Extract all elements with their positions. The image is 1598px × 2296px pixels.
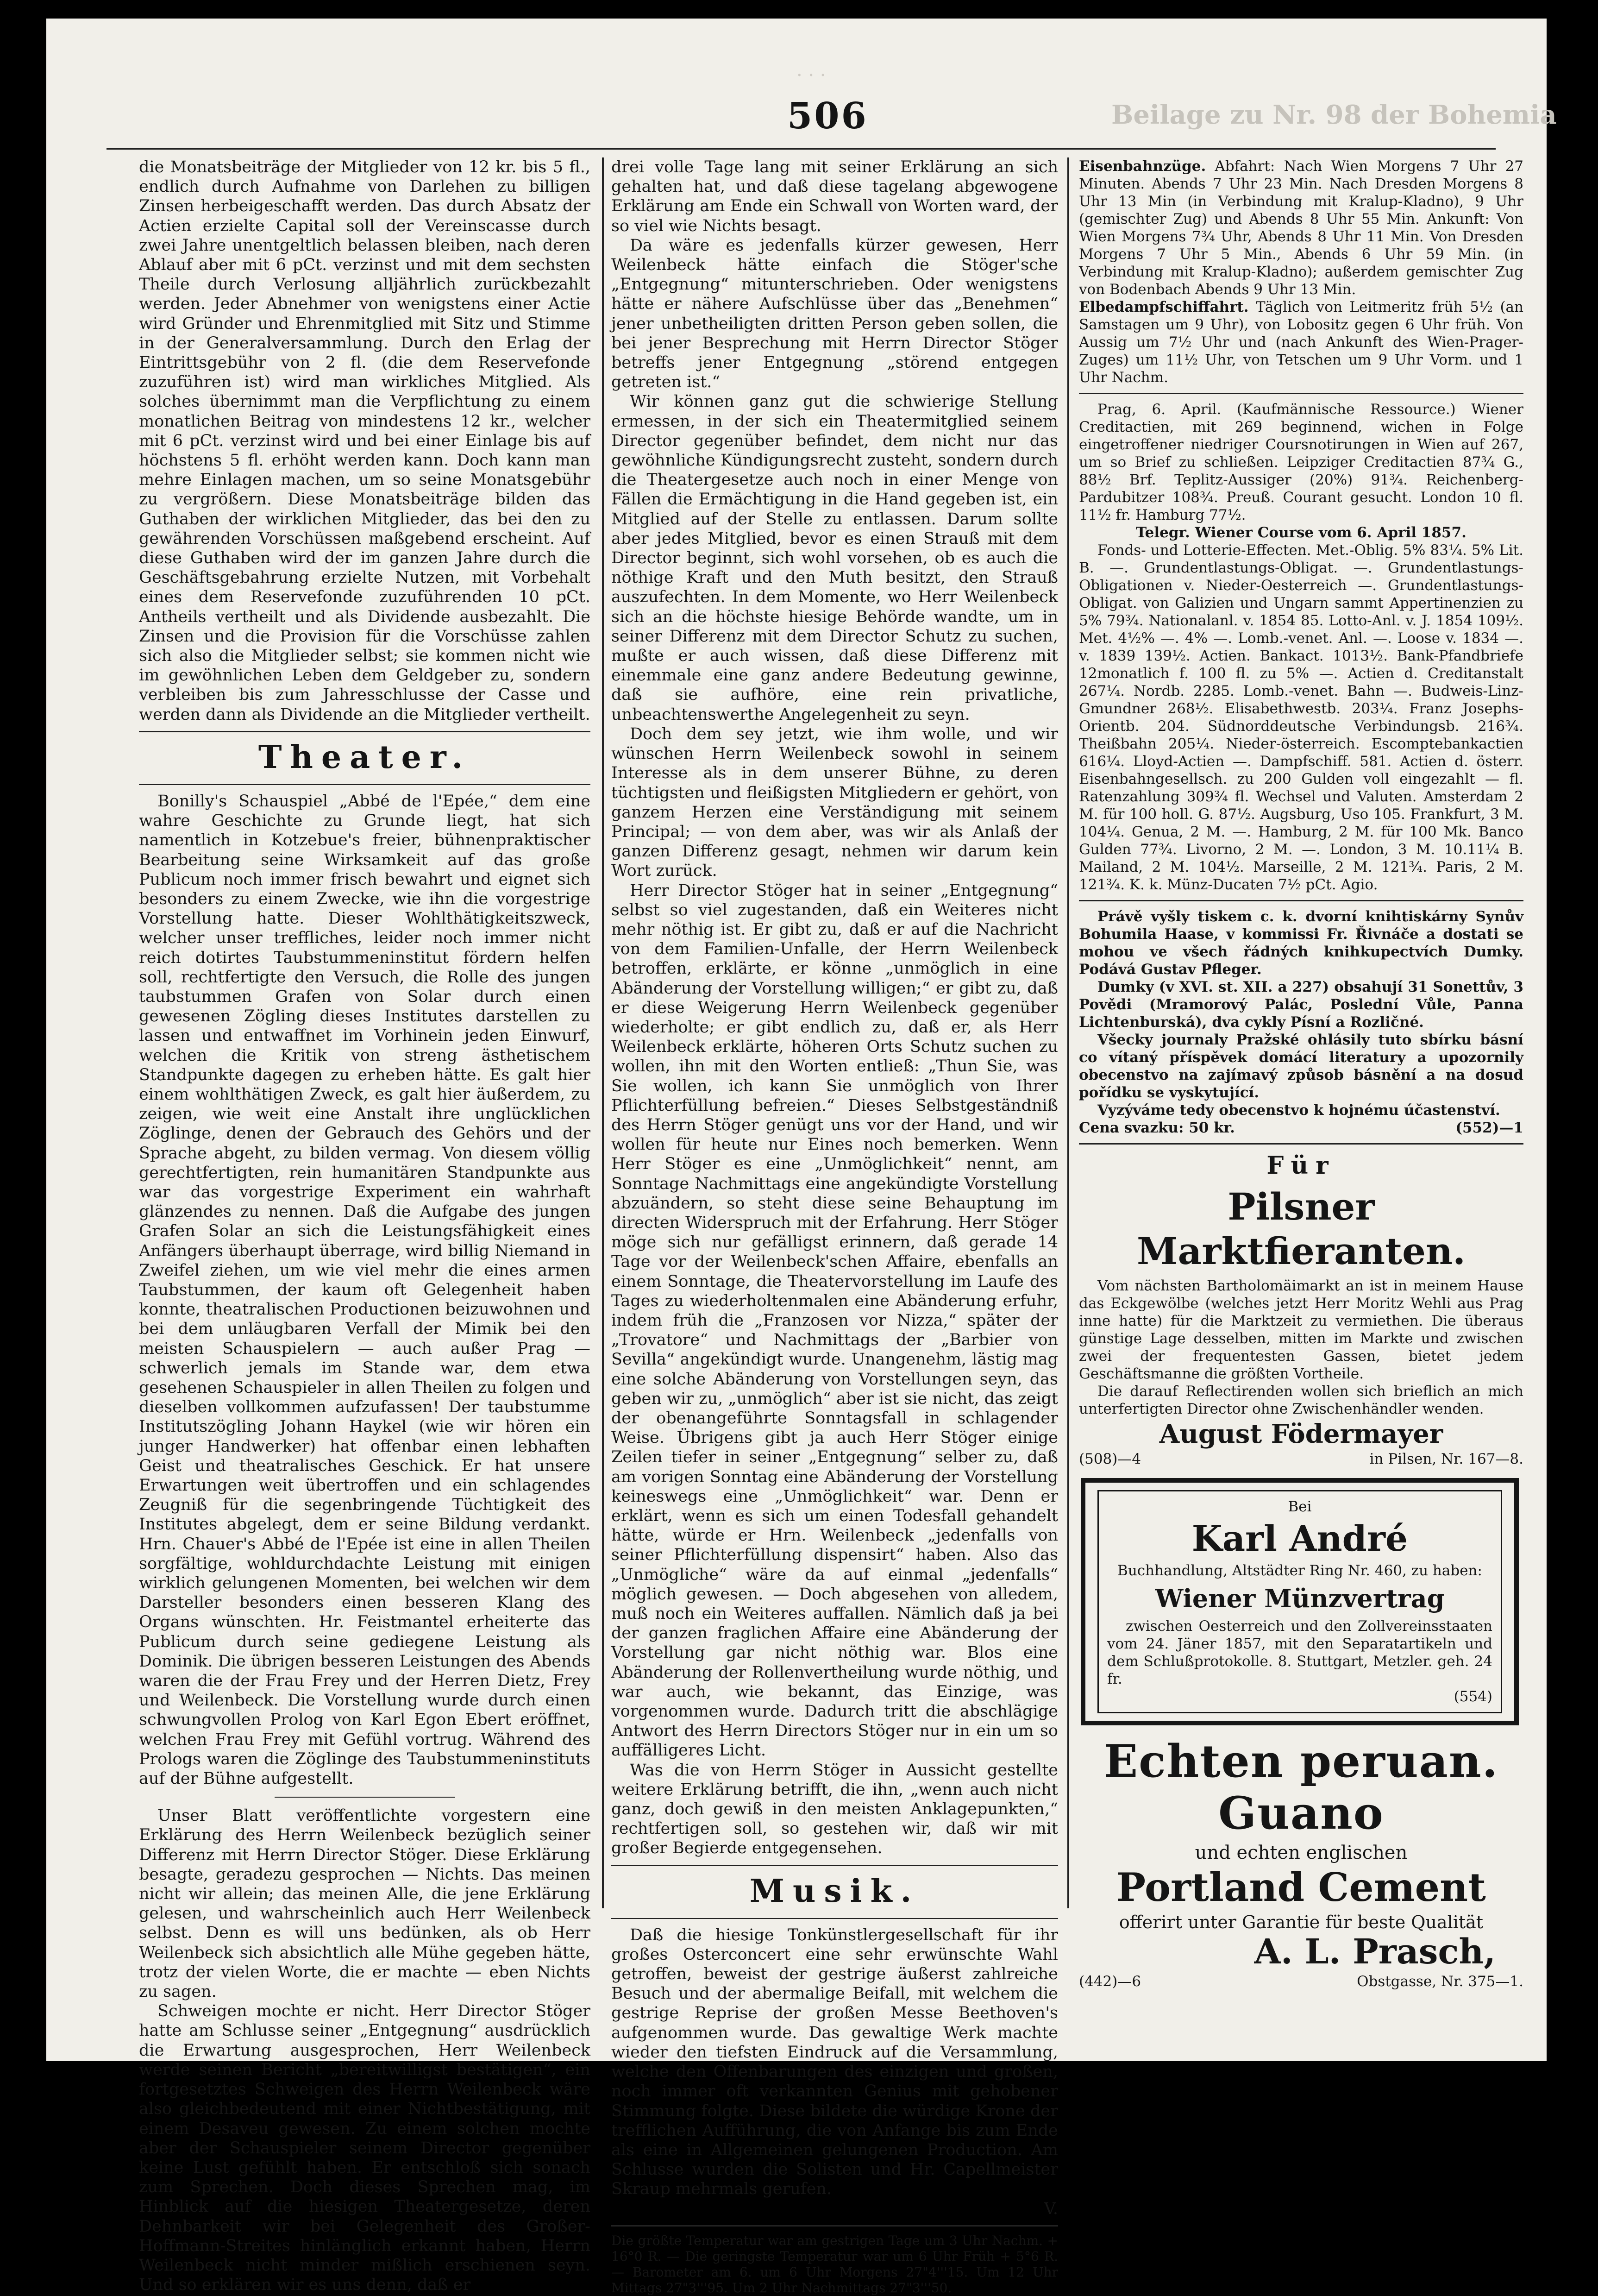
weather-report: Die größte Temperatur war am gestrigen Tage um 3 Uhr Nachm. + 16°0 R. — Die geringste Temperatur war um 6 Uhr Früh + 5°6 R. — Barometer am 6. um 6 Uhr Morgens 27"4'''15. Um 12 Uhr Mittags 27"3'''95. Um 2 Uhr Nachmittags 27"3'''50. xyxy=(611,2233,1058,2296)
vienna-course-list: Fonds- und Lotterie-Effecten. Met.-Oblig. 5% 83¼. 5% Lit. B. —. Grundentlastungs-Obligat. —. Grundentlastungs-Obligationen v. Nieder-Oesterreich —. Grundentlastungs-Obligat. von Galizien und Ungarn sammt Appertinenzien zu 5% 79¾. Nationalanl. v. 1854 85. Lotto-Anl. v. J. 1854 109½. Met. 4½% —. 4% —. Lomb.-venet. Anl. —. Loose v. 1834 —. v. 1839 139½. Actien. Bankact. 1013½. Bank-Pfandbriefe 12monatlich f. 100 fl. zu 5% —. Actien d. Creditanstalt 267¼. Nordb. 2285. Lomb.-venet. Bahn —. Budweis-Linz-Gmundner 268½. Elisabethwestb. 203¼. Franz Josephs-Orientb. 204. Südnorddeutsche Verbindungsb. 216¾. Theißbahn 205¼. Nieder-österreich. Escomptebankactien 616¼. Lloyd-Actien —. Dampfschiff. 581. Actien d. österr. Eisenbahngesellsch. zu 200 Gulden voll eingezahlt — fl. Ratenzahlung 309¾ fl. Wechsel und Valuten. Amsterdam 2 M. für 100 holl. G. 87½. Augsburg, Uso 105. Frankfurt, 3 M. 104¼. Genua, 2 M. —. Hamburg, 2 M. für 100 Mk. Banco Gulden 77¾. Livorno, 2 M. —. London, 3 M. 10.11¼ B. Mailand, 2 M. 104½. Marseille, 2 M. 121¾. Paris, 2 M. 121¾. K. k. Münz-Ducaten 7½ pCt. Agio. xyxy=(1079,542,1523,893)
short-rule xyxy=(275,1797,455,1798)
article-weilenbeck-7: Herr Director Stöger hat in seiner „Entgegnung“ selbst so viel zugestanden, daß ein Weiteres nicht mehr nöthig ist. Er gibt zu, daß er auf die Nachricht von dem Familien-Unfalle, der Herrn Weilenbeck betroffen, erklärte, er könne „unmöglich in eine Abänderung der Vorstellung willigen;“ er gibt zu, daß er diese Weigerung Herrn Weilenbeck gegenüber wiederholte; er gibt endlich zu, daß er, als Herr Weilenbeck erklärte, höheren Orts Schutz suchen zu wollen, ihn mit den Worten entließ: „Thun Sie, was Sie wollen, ich kann Sie unmöglich von Ihrer Pflichterfüllung befreien.“ Dieses Selbstgeständniß des Herrn Stöger genügt uns vor der Hand, und wir wollen für heute nur Eines noch bemerken. Wenn Herr Stöger es eine „Unmöglichkeit“ nennt, am Sonntage Nachmittags eine angekündigte Vorstellung abzuändern, so steht diese seine Behauptung im directen Widerspruch mit der Erfahrung. Herr Stöger möge sich nur gefälligst erinnern, daß gerade 14 Tage vor der Weilenbeck'schen Affaire, ebenfalls an einem Sonntage, die Theatervorstellung im Laufe des Tages zu wiederholtenmalen eine Abänderung erfuhr, indem früh die „Franzosen vor Nizza,“ später der „Trovatore“ und Nachmittags der „Barbier von Sevilla“ angekündigt wurde. Unangenehm, lästig mag eine solche Abänderung von Vorstellungen seyn, das geben wir zu, „unmöglich“ aber ist sie nicht, das zeigt der obenangeführte Sonntagsfall in schlagender Weise. Übrigens gibt ja auch Herr Stöger einige Zeilen tiefer in seiner „Entgegnung“ selber zu, daß am vorigen Sonntag eine Abänderung der Vorstellung keineswegs eine „Unmöglichkeit“ war. Denn er erklärt, wenn es sich um einen Todesfall gehandelt hätte, würde er Hrn. Weilenbeck „jedenfalls von seiner Pflichterfüllung dispensirt“ haben. Also das „Unmögliche“ wäre da auf einmal „jedenfalls“ möglich gewesen. — Doch abgesehen von alledem, muß noch ein Weiteres auffallen. Nämlich daß ja bei der ganzen fraglichen Affaire eine Abänderung der Vorstellung gar nicht nöthig war. Blos eine Abänderung der Rollenvertheilung wurde nöthig, und war auch, wie bekannt, das Einzige, was vorgenommen wurde. Dadurch tritt die abschlägige Antwort des Herrn Directors Stöger nur in ein um so auffälligeres Licht. xyxy=(611,881,1058,1760)
article-weilenbeck-4: Da wäre es jedenfalls kürzer gewesen, Herr Weilenbeck hätte einfach die Stöger'sche „Entgegnung“ mitunterschrieben. Oder wenigstens hätte er nähere Aufschlüsse über das „Benehmen“ jener unbetheiligten dritten Person geben sollen, die bei jener Besprechung mit Herrn Director Stöger betreffs jener Entgegnung „störend entgegen getreten ist.“ xyxy=(611,236,1058,392)
ad-pilsner-title: Pilsner Marktfieranten. xyxy=(1137,1185,1466,1273)
article-weilenbeck-8: Was die von Herrn Stöger in Aussicht gestellte weitere Erklärung betrifft, die ihn, „wenn auch nicht ganz, doch gewiß in den meisten Anklagepunkten,“ rechtfertigen soll, so gestehen wir, daß wir mit großer Begierde entgegensehen. xyxy=(611,1761,1058,1858)
ad-dumky-2: Dumky (v XVI. st. XII. a 227) obsahují 31 Sonettův, 3 Povědi (Mramorový Palác, Poslední Vůle, Panna Lichtenburská), dva cykly Písní a Rozličné. xyxy=(1079,979,1523,1031)
prague-exchange: Prag, 6. April. (Kaufmännische Ressource.) Wiener Creditactien, mit 269 beginnend, wichen in Folge eingetroffener niedriger Coursnotirungen in Wien auf 267, um so Brief zu schließen. Leipziger Creditactien 87¾ G., 88½ Brf. Teplitz-Aussiger (20%) 91¾. Reichenberg-Pardubitzer 108¾. Preuß. Courant gesucht. London 10 fl. 11½ fr. Hamburg 77½. xyxy=(1079,401,1523,523)
ad-cement-text: offerirt unter Garantie für beste Qualität xyxy=(1119,1912,1484,1932)
column-2 xyxy=(611,157,1058,2296)
ghost-show-through: · · · xyxy=(796,65,826,86)
ad-andre-box xyxy=(1081,1478,1519,1725)
ad-pilsner-name: August Födermayer xyxy=(1159,1419,1443,1449)
article-musik: Daß die hiesige Tonkünstlergesellschaft für ihr großes Osterconcert eine sehr erwünschte Wahl getroffen, beweist der gestrige äußerst zahlreiche Besuch und der abermalige Beifall, mit welchem die gestrige Reprise der großen Messe Beethoven's aufgenommen wurde. Das gewaltige Werk machte wieder den tiefsten Eindruck auf die Versammlung, welche den Offenbarungen des einzigen und großen, noch immer oft verkannten Genius mit gehobener Stimmung folgte. Diese bildete die würdige Krone der trefflichen Aufführung, die von Anfange bis zum Ende als eine in Allgemeinen gelungenen Production. Am Schlusse wurden die Solisten und Hr. Capellmeister Skraup mehrmals gerufen. xyxy=(611,1925,1058,2199)
ad-muenzvertrag-title: Wiener Münzvertrag xyxy=(1155,1584,1445,1613)
ad-dumky-4: Vyzýváme tedy obecenstvo k hojnému účastenství. xyxy=(1097,1102,1500,1119)
ad-prasch-address: Obstgasse, Nr. 375—1. xyxy=(1357,1973,1523,1990)
column-divider-1 xyxy=(602,157,604,1908)
page-number: 506 xyxy=(787,95,868,137)
section-rule xyxy=(1079,393,1523,394)
rail-title: Eisenbahnzüge. xyxy=(1079,158,1206,175)
heading-theater: Theater. xyxy=(258,738,471,776)
section-rule xyxy=(611,1865,1058,1866)
section-rule xyxy=(611,2225,1058,2227)
ad-fuer: Für xyxy=(1266,1151,1336,1180)
section-rule xyxy=(139,731,590,732)
article-weilenbeck-1: Unser Blatt veröffentlichte vorgestern eine Erklärung des Herrn Weilenbeck bezüglich seiner Differenz mit Herrn Director Stöger. Diese Erklärung besagte, geradezu gesprochen — Nichts. Das meinen nicht wir allein; das meinen Alle, die jene Erklärung gelesen, und wahrscheinlich auch Herr Weilenbeck selbst. Denn es will uns bedünken, als ob Herr Weilenbeck sich absichtlich alle Mühe gegeben hätte, trotz der vielen Worte, die er machte — eben Nichts zu sagen. xyxy=(139,1806,590,2001)
section-rule xyxy=(139,784,590,785)
column-divider-2 xyxy=(1067,157,1069,1908)
article-weilenbeck-2: Schweigen mochte er nicht. Herr Director Stöger hatte am Schlusse seiner „Entgegnung“ ausdrücklich die Erwartung ausgesprochen, Herr Weilenbeck werde seinen Bericht „bereitwilligst bestätigen“, ein fortgesetztes Schweigen des Herrn Weilenbeck wäre also gleichbedeutend mit einer Nichtbestätigung, mit einem Desaveu gewesen. Zu einem solchen mochte aber der Schauspieler seinem Director gegenüber keine Lust gefühlt haben. Er entschloß sich sonach zum Sprechen. Doch dieses Sprechen mag, im Hinblick auf die hiesigen Theatergesetze, deren Dehnbarkeit wir bei Gelegenheit des Großer-Hoffmann-Streites hinlänglich erkannt haben, Herrn Weilenbeck nicht minder mißlich erschienen seyn. Und so erklären wir es uns denn, daß er xyxy=(139,2002,590,2295)
ad-guano-title: Echten peruan. Guano xyxy=(1103,1735,1499,1839)
ad-muenzvertrag-text: zwischen Oesterreich und den Zollvereinsstaaten vom 24. Jäner 1857, mit den Separatartikeln und dem Schlußprotokolle. 8. Stuttgart, Metzler. geh. 24 fr. xyxy=(1107,1618,1492,1687)
ad-pilsner-code: (508)—4 xyxy=(1079,1451,1141,1467)
ad-andre-bei: Bei xyxy=(1288,1498,1312,1515)
ad-pilsner-address: in Pilsen, Nr. 167—8. xyxy=(1369,1451,1523,1467)
steamship-schedule: Täglich von Leitmeritz früh 5½ (an Samstagen um 9 Uhr), von Lobositz gegen 6 Uhr früh. Von Aussig um 7½ Uhr und (nach Ankunft des Wien-Prager-Zuges) um 11½ Uhr, von Tetschen um 9 Uhr Vorm. und 1 Uhr Nachm. xyxy=(1079,299,1524,386)
vienna-course-title: Telegr. Wiener Course vom 6. April 1857. xyxy=(1136,524,1466,541)
article-weilenbeck-6: Doch dem sey jetzt, wie ihm wolle, und wir wünschen Herrn Weilenbeck sowohl in seinem Interesse als in dem unserer Bühne, zu deren tüchtigsten und fleißigsten Mitgliedern er gehört, von ganzem Herzen eine Verständigung mit seinem Principal; — von dem aber, was wir als Anlaß der ganzen Differenz gesagt, nehmen wir darum kein Wort zurück. xyxy=(611,724,1058,881)
ad-andre-address: Buchhandlung, Altstädter Ring Nr. 460, zu haben: xyxy=(1117,1562,1482,1579)
ad-dumky-price: Cena svazku: 50 kr. xyxy=(1079,1120,1235,1136)
article-weilenbeck-3: drei volle Tage lang mit seiner Erklärung an sich gehalten hat, und daß diese tagelang abgewogene Erklärung am Ende ein Schwall von Worten ward, der so viel wie Nichts besagt. xyxy=(611,158,1058,235)
ad-pilsner-text-2: Die darauf Reflectirenden wollen sich brieflich an mich unterfertigten Director ohne Zwischenhändler wenden. xyxy=(1079,1383,1523,1417)
rail-schedule: Abfahrt: Nach Wien Morgens 7 Uhr 27 Minuten. Abends 7 Uhr 23 Min. Nach Dresden Morgens 8 Uhr 13 Min (in Verbindung mit Kralup-Kladno), 9 Uhr (gemischter Zug) und Abends 8 Uhr 55 Min. Ankunft: Von Wien Morgens 7¾ Uhr, Abends 8 Uhr 11 Min. Von Dresden Morgens 7 Uhr 5 Min., Abends 6 Uhr 59 Min. (in Verbindung mit Kralup-Kladno); außerdem gemischter Zug von Bodenbach Abends 9 Uhr 13 Min. xyxy=(1079,158,1523,298)
ad-cement-title: Portland Cement xyxy=(1116,1864,1486,1910)
ad-muenzvertrag-code: (554) xyxy=(1454,1688,1492,1705)
section-rule xyxy=(1079,1143,1523,1145)
ad-dumky-code: (552)—1 xyxy=(1455,1120,1523,1136)
ad-dumky-3: Všecky journaly Pražské ohlásily tuto sbírku básní co vítaný příspěvek domácí literatury a upozornily obecenstvo na zajímavý způsob básnění a na dosud pořídku se vyskytující. xyxy=(1079,1032,1523,1101)
ad-prasch-name: A. L. Prasch, xyxy=(1254,1932,1496,1972)
steamship-title: Elbedampfschiffahrt. xyxy=(1079,299,1249,315)
ad-pilsner-text: Vom nächsten Bartholomäimarkt an ist in meinem Hause das Eckgewölbe (welches jetzt Herr Moritz Wehli aus Prag inne hatte) für die Marktzeit zu vermiethen. Die überaus günstige Lage desselben, mitten im Markte und zwischen zwei der frequentesten Gassen, bietet jedem Geschäftsmanne die größten Vortheile. xyxy=(1079,1277,1523,1382)
ad-guano-subtitle: und echten englischen xyxy=(1195,1842,1408,1863)
column-3 xyxy=(1079,157,1524,1990)
article-weilenbeck-5: Wir können ganz gut die schwierige Stellung ermessen, in der sich ein Theatermitglied seinem Director gegenüber befindet, dem nicht nur das gewöhnliche Kündigungsrecht zusteht, sondern durch die Theatergesetze auch noch in einer Menge von Fällen die Ermächtigung in die Hand gegeben ist, ein Mitglied auf der Stelle zu entlassen. Darum sollte aber jedes Mitglied, bevor es einen Strauß mit dem Director beginnt, sich wohl vorsehen, ob es auch die nöthige Kraft und den Muth besitzt, den Strauß auszufechten. In dem Momente, wo Herr Weilenbeck sich an die höchste hiesige Behörde wandte, um in seiner Differenz mit dem Director Schutz zu suchen, mußte er auch wissen, daß diese Differenz mit einemmale eine ganz andere Bedeutung gewinne, daß sie aufhöre, eine rein privatliche, unbeachtenswerthe Angelegenheit zu seyn. xyxy=(611,392,1058,724)
heading-musik: Musik. xyxy=(749,1872,920,1910)
column-1 xyxy=(139,157,590,2295)
section-rule xyxy=(611,1918,1058,1919)
article-credit-union-end: die Monatsbeiträge der Mitglieder von 12 kr. bis 5 fl., endlich durch Aufnahme von Darlehen zu billigen Zinsen herbeigeschafft werden. Das durch Absatz der Actien erzielte Capital soll der Vereinscasse durch zwei Jahre unentgeltlich belassen bleiben, nach deren Ablauf aber mit 6 pCt. verzinst und mit dem sechsten Theile durch Verlosung alljährlich zurückbezahlt werden. Jeder Abnehmer von wenigstens einer Actie wird Gründer und Ehrenmitglied mit Sitz und Stimme in der Generalversammlung. Durch den Erlag der Eintrittsgebühr von 2 fl. (die dem Reservefonde zuzuführen ist) wird man wirkliches Mitglied. Als solches übernimmt man die Verpflichtung zu einem monatlichen Beitrag von mindestens 12 kr., welcher mit 6 pCt. verzinst wird und bei einer Einlage bis auf höchstens 5 fl. erhöht werden kann. Doch kann man mehre Einlagen machen, um so seine Monatsgebühr zu vergrößern. Diese Monatsbeiträge bilden das Guthaben der wirklichen Mitglieder, das bei den zu gewährenden Vorschüssen maßgebend erscheint. Auf diese Guthaben wird der im ganzen Jahre durch die Geschäftsgebahrung erzielte Nutzen, mit Vorbehalt eines dem Reservefonde zuzuführenden 10 pCt. Antheils vertheilt und als Dividende ausbezahlt. Die Zinsen und die Provision für die Vorschüsse zahlen sich also die Mitglieder selbst; sie kommen nicht wie im gewöhnlichen Leben dem Geldgeber zu, sondern verbleiben bis zum Jahresschlusse der Casse und werden dann als Dividende an die Mitglieder vertheilt. xyxy=(139,158,590,724)
ad-prasch-code: (442)—6 xyxy=(1079,1973,1141,1990)
bleed-through-header: Beilage zu Nr. 98 der Bohemia xyxy=(1111,100,1557,130)
ad-dumky-1: Právě vyšly tiskem c. k. dvorní knihtiskárny Synův Bohumila Haase, v kommissi Fr. Řivnáče a dostati se mohou ve všech řádných knihkupectvích Dumky. Podává Gustav Pfleger. xyxy=(1079,908,1523,978)
article-signature: V. xyxy=(1044,2199,1058,2218)
ad-andre-name: Karl André xyxy=(1191,1518,1408,1559)
section-rule xyxy=(1079,900,1523,901)
article-theater: Bonilly's Schauspiel „Abbé de l'Epée,“ dem eine wahre Geschichte zu Grunde liegt, hat sich namentlich in Kotzebue's freier, bühnenpraktischer Bearbeitung seine Wirksamkeit auf das große Publicum noch immer frisch bewahrt und eignet sich besonders zu einem Zwecke, wie ihn die vorgestrige Vorstellung hatte. Dieser Wohlthätigkeitszweck, welcher unser treffliches, leider noch immer nicht reich dotirtes Taubstummeninstitut fördern helfen soll, rechtfertigte den Versuch, die Rolle des jungen taubstummen Grafen von Solar durch einen gewesenen Zögling dieses Institutes darstellen zu lassen und entwaffnet im Vorhinein jeden Einwurf, welchen die Kritik von streng ästhetischem Standpunkte dagegen zu erheben hätte. Es galt hier einem wohlthätigen Zweck, es galt hier äußerdem, zu zeigen, wie weit eine Anstalt ihre unglücklichen Zöglinge, denen der Gebrauch des Gehörs und der Sprache abgeht, zu bilden vermag. Von diesem völlig gerechtfertigten, rein humanitären Standpunkte aus war das vorgestrige Experiment ein wahrhaft glänzendes zu nennen. Daß die Aufgabe des jungen Grafen Solar an sich die Leistungsfähigkeit eines Anfängers überhaupt überrage, wird billig Niemand in Zweifel ziehen, um wie viel mehr die eines armen Taubstummen, der kaum oft Gelegenheit haben konnte, theatralischen Productionen beizuwohnen und bei dem unläugbaren Verfall der Mimik bei den meisten Schauspielern — auch außer Prag — schwerlich jemals im Stande war, dem etwa gesehenen Schauspieler in allen Theilen zu folgen und dieselben vollkommen aufzufassen! Der taubstumme Institutszögling Johann Haykel (wie wir hören ein junger Handwerker) hat offenbar einen lebhaften Geist und theatralisches Geschick. Er hat unsere Erwartungen weit übertroffen und ein schlagendes Zeugniß für die segenbringende Tüchtigkeit des Institutes abgelegt, dem er seine Bildung verdankt. Hrn. Chauer's Abbé de l'Epée ist eine in allen Theilen sorgfältige, wohldurchdachte Leistung mit einigen wirklich gelungenen Momenten, bei welchen wir dem Darsteller besonders einen besseren Klang des Organs wünschten. Hr. Feistmantel erheiterte das Publicum durch seine gediegene Leistung als Dominik. Die übrigen besseren Leistungen des Abends waren die der Frau Frey und der Herren Dietz, Frey und Weilenbeck. Die Vorstellung wurde durch einen schwungvollen Prolog von Karl Egon Ebert eröffnet, welchen Frau Frey mit Gefühl vortrug. Während des Prologs waren die Zöglinge des Taubstummeninstituts auf der Bühne aufgestellt. xyxy=(139,792,590,1788)
header-rule xyxy=(107,148,1496,150)
